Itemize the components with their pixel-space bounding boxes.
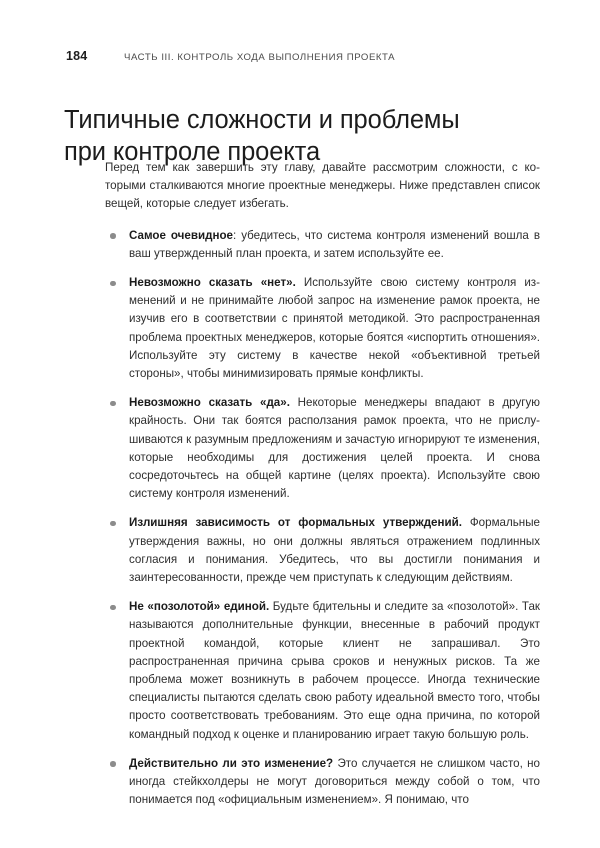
list-item-text: : убедитесь, что система контроля изменений вошла в ваш утвержденный план проекта, и затем используйте ее. [129,228,540,260]
list-item [105,274,540,383]
chapter-title-line-2: при контроле проекта [64,138,321,167]
list-item-lead: Действительно ли это изменение? [129,756,334,770]
chapter-title-line-1: Типичные сложности и проблемы [64,106,460,135]
bullet-dot-icon [110,281,116,287]
running-header [66,49,540,63]
list-item [105,598,540,744]
bullet-dot-icon [110,233,116,239]
bullet-dot-icon [110,605,116,611]
list-item [105,394,540,503]
bullet-dot-icon [110,521,116,527]
list-item [105,227,540,263]
list-item [105,755,540,810]
list-item-text: Это случается не слишком часто, но иногда стейкхолдеры не могут договориться между собой о том, что понимается под «официальным изменением». Я понимаю, что [129,756,540,807]
list-item-lead: Невозможно сказать «да». [129,396,290,410]
body-column [105,159,540,810]
list-item-text: Формальные утверждения важны, но они должны являться отражением подлинных согласия и понимания. Убедитесь, что вы достигли понимания и заинтересованности, прежде чем приступать к следующим действиям. [129,516,540,585]
bullet-dot-icon [110,401,116,407]
bullet-dot-icon [110,761,116,767]
list-item-text: Будьте бдительны и следите за «позолотой». Так называются дополнительные функции, внесенные в рабочий продукт проектной командой, которые клиент не запрашивал. Это распространенная причина срыва сроков и ненужных рисков. Та же проблема может возникнуть в рабочем процессе. Иногда технические специалисты пытаются сделать свою работу идеальной вместо того, чтобы просто соответствовать требованиям. Это еще одна причина, по которой командный подход к оценке и планированию играет такую большую роль. [129,600,540,741]
pitfalls-list [105,227,540,810]
list-item [105,514,540,587]
page-number: 184 [66,49,88,63]
list-item-text: Некоторые менеджеры впадают в другую крайность. Они так боятся расползания рамок проекта, что не прислушиваются к разумным предложениям и зачастую игнорируют те изменения, которые необходимы для достижения целей проекта. И снова сосредоточьтесь на общей картине (целях проекта). Используйте свою систему контроля изменений. [129,396,540,501]
running-header-title: ЧАСТЬ III. КОНТРОЛЬ ХОДА ВЫПОЛНЕНИЯ ПРОЕКТА [124,52,396,63]
list-item-lead: Излишняя зависимость от формальных утверждений. [129,516,462,530]
list-item-lead: Не «позолотой» единой. [129,600,270,614]
list-item-lead: Самое очевидное [129,228,234,242]
list-item-lead: Невозможно сказать «нет». [129,276,296,290]
intro-paragraph: Перед тем как завершить эту главу, давайте рассмотрим сложности, с которыми сталкиваются многие проектные менеджеры. Ниже представлен список вещей, которые следует избегать. [105,161,540,211]
list-item-text: Используйте свою систему контроля изменений и не принимайте любой запрос на изменение рамок проекта, не изучив его в соответствии с принятой методикой. Это распространенная проблема проектных менеджеров, которые боятся «испортить отношения». Используйте эту систему в качестве некой «объективной третьей стороны», чтобы минимизировать прямые конфликты. [129,276,540,381]
